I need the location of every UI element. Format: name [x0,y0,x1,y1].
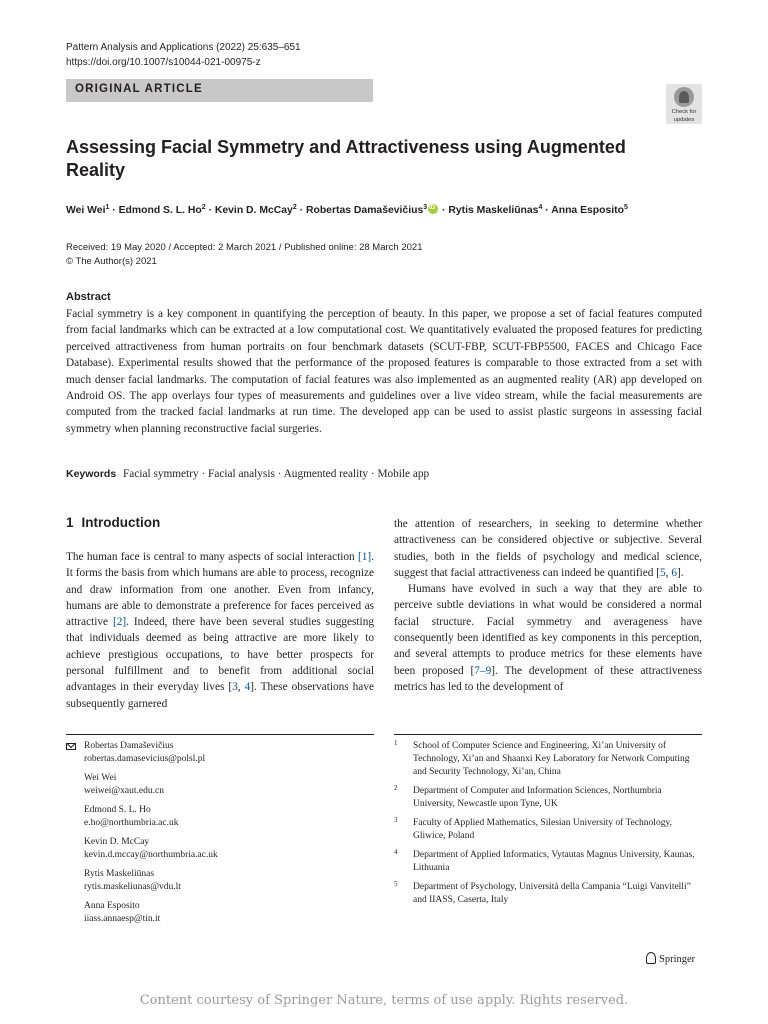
copyright-notice: © The Author(s) 2021 [66,256,157,267]
contact-name: Anna Esposito [84,901,140,911]
keywords [66,468,429,480]
body-column-left [66,549,374,712]
publisher-name: Springer [659,954,696,965]
contact-entry [66,868,374,894]
paragraph [394,516,702,581]
section-number: 1 [66,515,74,530]
affiliation-text: Department of Computer and Information Sciences, Northumbria University, Newcastle upon Tyne, UK [413,786,662,809]
citation-link[interactable]: 7–9 [474,664,492,677]
citation-link[interactable]: [1] [357,551,372,563]
courtesy-notice: Content courtesy of Springer Nature, terms of use apply. Rights reserved. [139,993,629,1008]
history-dates: Received: 19 May 2020 / Accepted: 2 March 2021 / Published online: 28 March 2021 [66,242,423,253]
citation-link[interactable]: 5 [660,566,666,579]
citation-link[interactable]: [2] [112,616,127,629]
contact-email[interactable]: robertas.damasevicius@polsl.pl [84,754,206,764]
contact-name: Robertas Damaševičius [84,741,174,751]
article-type-label: ORIGINAL ARTICLE [75,83,203,95]
text-run: , [665,566,672,579]
contact-email[interactable]: e.ho@northumbria.ac.uk [84,818,179,828]
check-updates-label-1: Check for [671,109,697,115]
check-for-updates-button[interactable] [666,84,702,124]
abstract-text: Facial symmetry is a key component in quantifying the perception of beauty. In this paper, we propose a set of facial features computed from facial landmarks which can be extracted at a low computational cost. We quantitatively evaluated the proposed features for predicting perceived attractiveness from human portraits on four benchmark datasets (SCUT-FBP, SCUT-FBP5500, FACES and Chicago Face Database). Experimental results showed that the performance of the proposed features is comparable to those extracted from a set with much denser facial landmarks. The computation of facial features was also implemented as an augmented reality (AR) app developed on Android OS. The app overlays four types of measurements and guidelines over a live video stream, while the facial measurements are computed from the tracked facial landmarks at run time. The developed app can be used to assist plastic surgeons in assessing facial symmetry when planning reconstructive facial surgeries. [66,308,702,435]
author-name: Rytis Maskeliūnas [448,205,539,216]
text-run: ]. [676,566,684,579]
body-column-right [394,516,702,695]
author-affiliation-marker: 2 [292,204,297,211]
contact-name: Edmond S. L. Ho [84,805,151,815]
affiliation-entry [394,881,702,907]
author-name: Anna Esposito [551,205,624,216]
section-heading-introduction [66,515,160,530]
contact-email[interactable]: weiwei@xaut.edu.cn [84,786,164,796]
contact-name: Rytis Maskeliūnas [84,869,155,879]
affiliation-number: 5 [394,880,398,888]
affiliation-entry [394,817,702,843]
check-updates-label-2: updates [673,117,695,123]
citation-link[interactable]: 3 [232,681,238,694]
keywords-heading: Keywords [66,468,117,480]
author-affiliation-marker: 2 [201,204,206,211]
affiliation-number: 2 [394,784,398,792]
text-run: . Indeed, there have been several studies suggesting that individuals deemed as being attractive are more likely to achieve prestigious occupations, to have better prospects for personal fulfillment and to benefit from additional social advantages in their everyday lives [ [66,616,374,694]
text-run: The human face is central to many aspects of social interaction [66,551,358,563]
text-run: the attention of researchers, in seeking to determine whether attractiveness can be considered objective or subjective. Several studies, both in the fields of psychology and medical science, suggest that facial attractiveness can indeed be quantified [ [394,518,702,579]
affiliation-entry [394,785,702,811]
springer-horse-icon [646,952,656,964]
author-name: Wei Wei [66,205,106,216]
author-affiliation-marker: 5 [623,204,628,211]
contact-entry [66,900,374,926]
affiliation-number: 1 [394,739,398,747]
publisher-logo [646,952,695,965]
author-list: Wei Wei$^1$ · Edmond S. L. $Ho^2$ · Kevin D. McCay$^2$ · Robertas Damaševičius$^3$iD · Rytis Maskeliūnas$^4$ · Anna Esposito$^5$ [66,204,628,216]
contact-email[interactable]: kevin.d.mccay@northumbria.ac.uk [84,850,218,860]
text-run: ]. These observations have subsequently garnered [66,681,374,710]
contact-entry [66,804,374,830]
author-affiliation-marker: 1 [105,204,110,211]
author-affiliation-marker: 4 [538,204,543,211]
contact-email[interactable]: rytis.maskeliunas@vdu.lt [84,882,181,892]
citation-link[interactable]: 6 [671,566,677,579]
author-name: Edmond S. L. Ho [118,205,202,216]
contact-name: Wei Wei [84,773,117,783]
check-updates-icon [674,87,694,107]
text-run: ]. The development of these attractiveness metrics has led to the development of [394,664,703,693]
article-title: Assessing Facial Symmetry and Attractiveness using Augmented Reality [66,137,626,180]
contact-name: Kevin D. McCay [84,837,150,847]
author-name: Kevin D. McCay [214,205,293,216]
affiliation-text: School of Computer Science and Engineering, Xi’an University of Technology, Xi’an and Shaanxi Key Laboratory for Network Computing and Security Technology, Xi’an, China [413,741,690,777]
contact-email[interactable]: iiass.annaesp@tin.it [84,914,161,924]
orcid-icon[interactable] [428,204,438,214]
affiliation-entry [394,740,702,779]
affiliation-number: 3 [394,816,398,824]
section-title: Introduction [81,515,161,530]
keywords-list: Facial symmetry · Facial analysis · Augmented reality · Mobile app [123,468,430,480]
affiliation-number: 4 [394,848,398,856]
author-contacts [66,740,374,932]
affiliation-text: Department of Psychology, Università della Campania “Luigi Vanvitelli” and IIASS, Caserta, Italy [413,882,691,905]
citation-link[interactable]: 4 [244,681,251,694]
contact-entry [66,836,374,862]
author-name: Robertas Damaševičius [305,205,424,216]
paragraph [394,581,702,695]
footnote-divider [66,734,374,735]
publication-dates [66,241,422,269]
author-affiliation-marker: 3 [423,204,428,211]
abstract-heading: Abstract [66,291,111,303]
journal-citation: Pattern Analysis and Applications (2022) 25:635–651 [66,42,301,53]
journal-info [66,40,301,70]
affiliation-text: Department of Applied Informatics, Vytautas Magnus University, Kaunas, Lithuania [413,850,695,873]
envelope-icon [66,743,76,750]
affiliation-list [394,740,702,913]
text-run: , [237,681,245,694]
affiliation-entry [394,849,702,875]
text-run: Humans have evolved in such a way that they are able to perceive subtle deviations in what would be considered a normal facial structure. Facial symmetry and averageness have consequently been identified as key components in this perception, and several attempts to produce metrics for these elements have been proposed [ [394,583,702,677]
article-type-bar [66,79,373,102]
paragraph [66,549,374,712]
contact-entry [66,740,374,766]
text-run: . It forms the basis from which humans are able to process, recognize and draw information from one another. Even from infancy, humans are able to demonstrate a preference for faces perceived as attractive [66,551,374,629]
doi-link[interactable]: https://doi.org/10.1007/s10044-021-00975-z [66,57,261,68]
footnote-divider [394,734,702,735]
affiliation-text: Faculty of Applied Mathematics, Silesian University of Technology, Gliwice, Poland [413,818,672,841]
contact-entry [66,772,374,798]
